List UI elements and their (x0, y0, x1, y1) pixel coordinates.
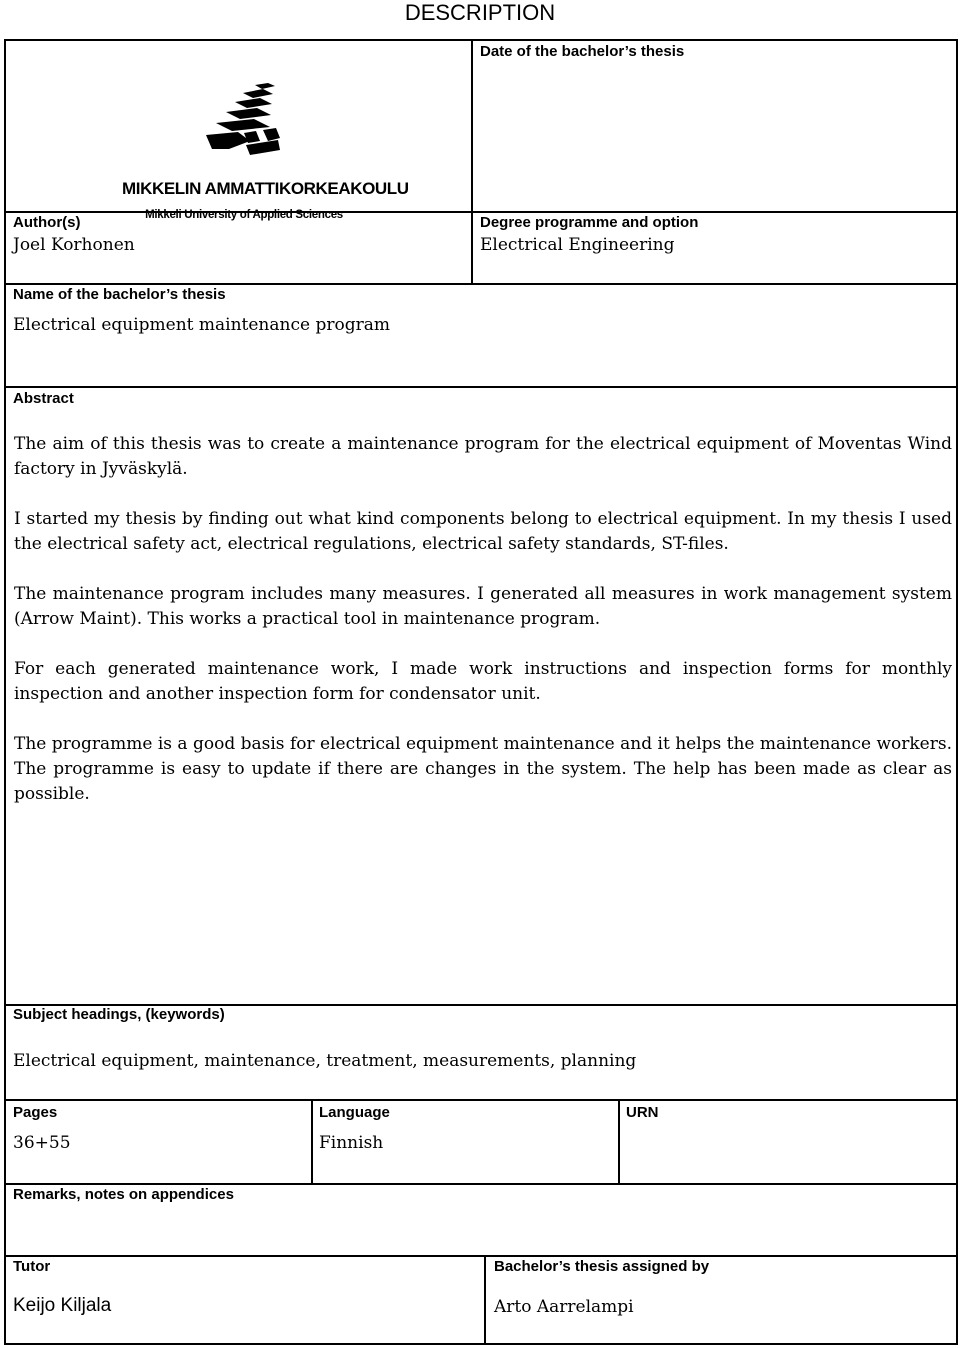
language-label: Language (319, 1104, 390, 1121)
urn-label: URN (626, 1104, 659, 1121)
remarks-label: Remarks, notes on appendices (13, 1186, 234, 1203)
degree-value: Electrical Engineering (480, 235, 675, 255)
tutor-label: Tutor (13, 1258, 51, 1275)
date-label: Date of the bachelor’s thesis (480, 43, 685, 60)
row-divider-remarks (6, 1255, 956, 1257)
abstract-paragraph: I started my thesis by finding out what kind components belong to electrical equipment. In my thesis I used the electrical safety act, electrical regulations, electrical safety standards, ST-files. (14, 509, 952, 554)
thesis-description-form (4, 39, 958, 1345)
degree-label: Degree programme and option (480, 214, 699, 231)
logo-name: MIKKELIN AMMATTIKORKEAKOULU (122, 179, 409, 198)
col-divider-language (618, 1099, 620, 1183)
tutor-value: Keijo Kiljala (13, 1295, 112, 1316)
col-divider-pages (311, 1099, 313, 1183)
row-divider-keywords (6, 1099, 956, 1101)
assigned-label: Bachelor’s thesis assigned by (494, 1258, 710, 1275)
keywords-label: Subject headings, (keywords) (13, 1006, 225, 1023)
row-divider-name (6, 386, 956, 388)
abstract-paragraph: The maintenance program includes many measures. I generated all measures in work management system (Arrow Maint). This works a practical tool in maintenance program. (14, 584, 952, 629)
thesis-name-label: Name of the bachelor’s thesis (13, 286, 226, 303)
col-divider-top (471, 41, 473, 283)
abstract-body (14, 432, 952, 832)
university-logo (122, 83, 409, 223)
author-label: Author(s) (13, 214, 81, 231)
language-value: Finnish (319, 1133, 384, 1153)
col-divider-tutor (484, 1255, 486, 1345)
keywords-value: Electrical equipment, maintenance, treatment, measurements, planning (13, 1051, 637, 1071)
thesis-name-value: Electrical equipment maintenance program (13, 315, 390, 335)
author-value: Joel Korhonen (13, 235, 135, 255)
logo-subtitle: Mikkeli University of Applied Sciences (145, 209, 343, 221)
abstract-paragraph: The programme is a good basis for electrical equipment maintenance and it helps the maintenance workers. The programme is easy to update if there are changes in the system. The help has been made as clear as possible. (14, 734, 952, 804)
abstract-label: Abstract (13, 390, 74, 407)
pages-label: Pages (13, 1104, 58, 1121)
row-divider-author (6, 283, 956, 285)
abstract-paragraph: For each generated maintenance work, I made work instructions and inspection forms for monthly inspection and another inspection form for condensator unit. (14, 659, 952, 704)
abstract-paragraph: The aim of this thesis was to create a maintenance program for the electrical equipment of Moventas Wind factory in Jyväskylä. (14, 434, 952, 479)
pages-value: 36+55 (13, 1133, 71, 1153)
logo-emblem-icon (122, 83, 366, 179)
page-title: DESCRIPTION (404, 0, 556, 25)
assigned-value: Arto Aarrelampi (494, 1297, 634, 1317)
row-divider-pages (6, 1183, 956, 1185)
